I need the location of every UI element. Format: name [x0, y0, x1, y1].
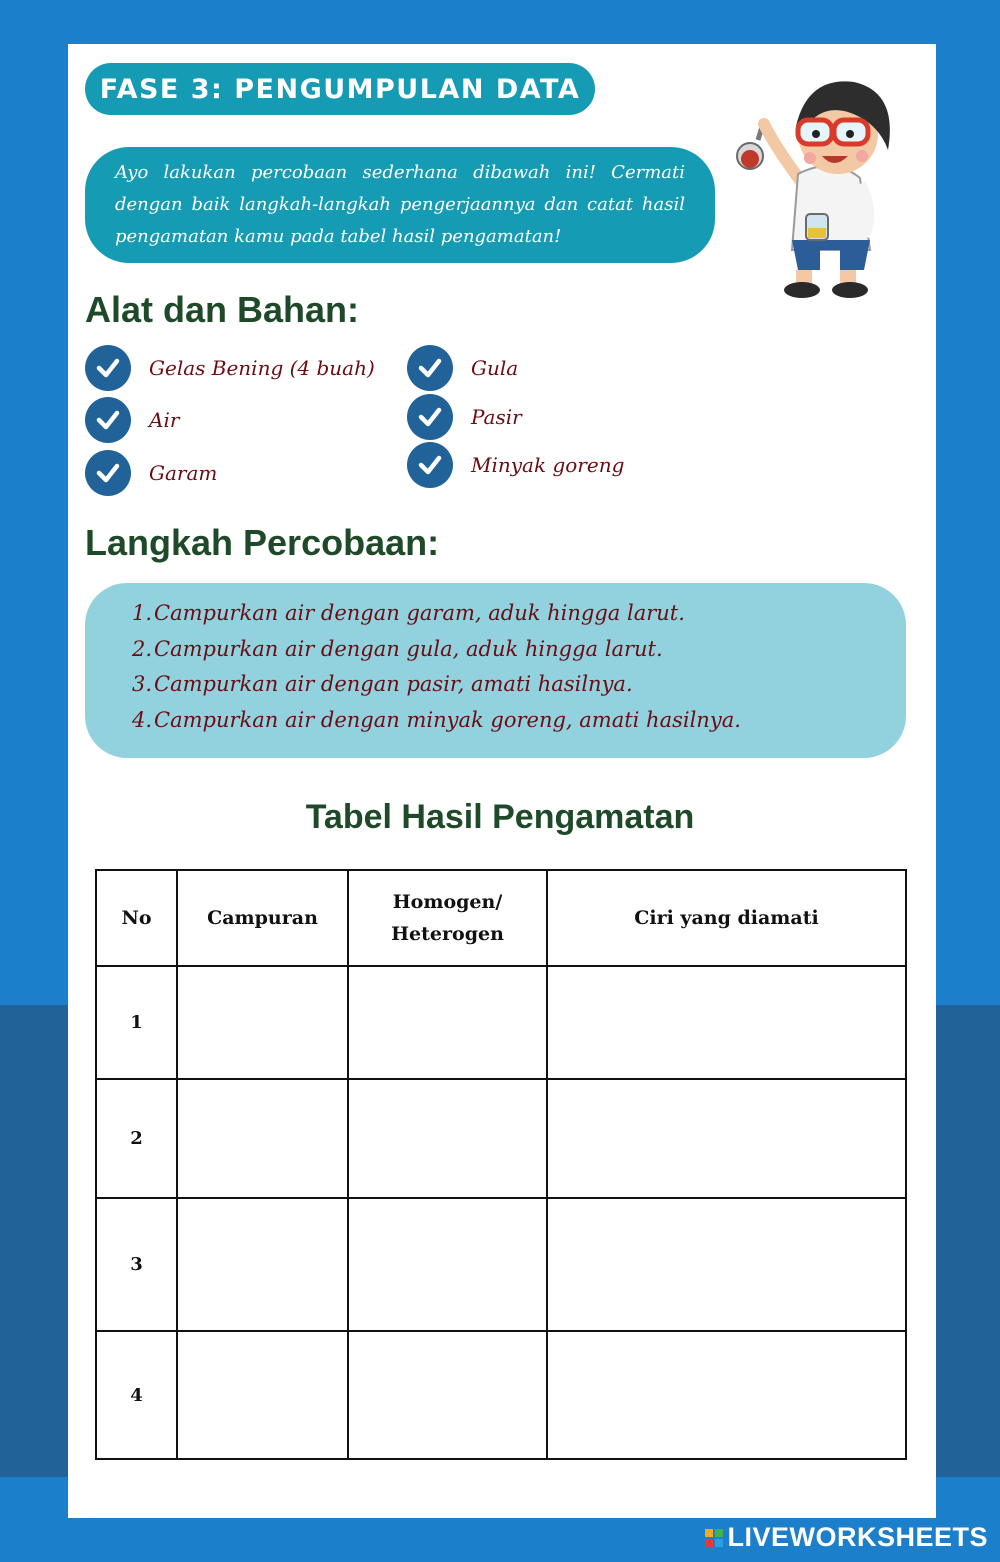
checkmark-icon — [407, 345, 453, 391]
header-no: No — [96, 870, 177, 966]
steps-heading: Langkah Percobaan: — [85, 522, 440, 563]
cell-jenis[interactable] — [348, 1079, 547, 1198]
tool-label: Gelas Bening (4 buah) — [149, 356, 375, 380]
cell-no: 2 — [96, 1079, 177, 1198]
step-item — [128, 632, 741, 668]
tool-item — [407, 442, 624, 488]
cell-ciri[interactable] — [547, 1331, 906, 1459]
cell-ciri[interactable] — [547, 966, 906, 1079]
tool-label: Air — [149, 408, 180, 432]
scientist-illustration — [728, 64, 908, 300]
step-number: 1. — [131, 601, 152, 625]
cell-jenis[interactable] — [348, 1331, 547, 1459]
checkmark-icon — [407, 442, 453, 488]
cell-jenis[interactable] — [348, 1198, 547, 1331]
tool-item — [85, 345, 375, 391]
checkmark-icon — [85, 345, 131, 391]
cell-campuran[interactable] — [177, 1079, 348, 1198]
tool-label: Garam — [149, 461, 218, 485]
observation-table — [95, 869, 907, 1460]
table-row — [96, 1079, 906, 1198]
tool-item — [407, 345, 518, 391]
tool-label: Pasir — [471, 405, 522, 429]
step-text: Campurkan air dengan pasir, amati hasilnya. — [154, 672, 633, 696]
step-item — [128, 703, 741, 739]
cell-ciri[interactable] — [547, 1198, 906, 1331]
header-campuran: Campuran — [177, 870, 348, 966]
tool-item — [85, 450, 217, 496]
checkmark-icon — [85, 450, 131, 496]
step-text: Campurkan air dengan minyak goreng, amati hasilnya. — [154, 707, 741, 732]
cell-jenis[interactable] — [348, 966, 547, 1079]
header-homogen-heterogen — [348, 870, 547, 966]
tool-label: Gula — [471, 356, 519, 380]
intro-text: Ayo lakukan percobaan sederhana dibawah ini! Cermati dengan baik langkah-langkah pengerjaannya dan catat hasil pengamatan kamu pada tabel hasil pengamatan! — [85, 147, 715, 263]
step-text: Campurkan air dengan gula, aduk hingga larut. — [154, 636, 663, 661]
table-row — [96, 1331, 906, 1459]
cell-campuran[interactable] — [177, 1331, 348, 1459]
tools-heading: Alat dan Bahan: — [85, 289, 360, 330]
cell-no: 3 — [96, 1198, 177, 1331]
step-number: 3. — [131, 672, 152, 696]
phase-title: FASE 3: PENGUMPULAN DATA — [85, 63, 595, 115]
beaker-icon — [806, 214, 828, 240]
header-heterogen: Heterogen — [391, 923, 504, 945]
cell-campuran[interactable] — [177, 1198, 348, 1331]
cell-no: 1 — [96, 966, 177, 1079]
tool-label: Minyak goreng — [471, 453, 625, 477]
step-item — [128, 667, 741, 703]
cell-ciri[interactable] — [547, 1079, 906, 1198]
table-row — [96, 966, 906, 1079]
table-title: Tabel Hasil Pengamatan — [305, 798, 695, 836]
logo-squares-icon — [705, 1529, 723, 1547]
cell-no: 4 — [96, 1331, 177, 1459]
steps-list — [128, 596, 741, 738]
step-item — [128, 596, 741, 632]
cell-campuran[interactable] — [177, 966, 348, 1079]
table-row — [96, 1198, 906, 1331]
tool-item — [407, 394, 522, 440]
header-homogen: Homogen/ — [392, 891, 503, 913]
table-header-row — [96, 870, 906, 966]
step-number: 4. — [131, 707, 152, 732]
step-text: Campurkan air dengan garam, aduk hingga larut. — [154, 601, 685, 625]
liveworksheets-logo[interactable] — [705, 1522, 988, 1553]
checkmark-icon — [85, 397, 131, 443]
checkmark-icon — [407, 394, 453, 440]
logo-text: LIVEWORKSHEETS — [727, 1522, 988, 1552]
header-ciri: Ciri yang diamati — [547, 870, 906, 966]
step-number: 2. — [131, 636, 152, 661]
tool-item — [85, 397, 179, 443]
